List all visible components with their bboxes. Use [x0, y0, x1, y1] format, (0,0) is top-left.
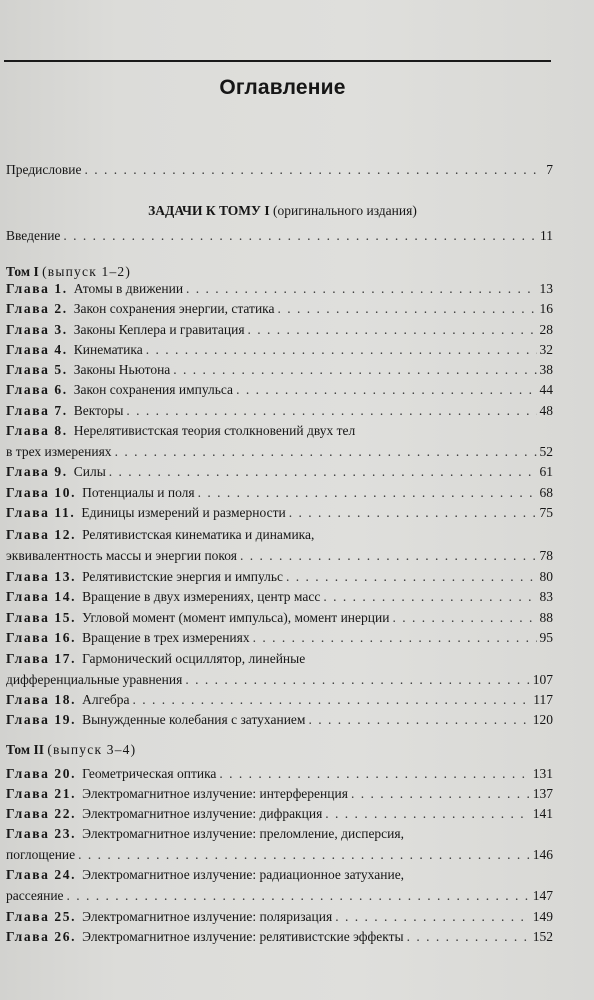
chapter-title: Кинематика: [73, 342, 143, 357]
chapter-title-continued: поглощение: [6, 847, 76, 862]
chapter-title: Вращение в трех измерениях: [82, 630, 250, 645]
dot-leader: [198, 485, 537, 501]
dot-leader: [133, 692, 531, 708]
entry-page: 107: [532, 672, 553, 687]
toc-entry: [6, 589, 553, 609]
entry-page: 147: [532, 888, 553, 903]
volume-heading-rest: (выпуск 1–2): [42, 264, 132, 279]
dot-leader: [109, 464, 537, 480]
entry-page: 149: [532, 909, 553, 924]
toc-entry: [6, 485, 553, 505]
dot-leader: [278, 301, 537, 317]
volume-heading-bold: Том I: [6, 264, 39, 279]
toc-entry: [6, 505, 553, 525]
chapter-label: Глава 16.: [6, 630, 77, 645]
entry-page: 52: [539, 444, 553, 459]
toc-entry: [6, 342, 553, 362]
chapter-title: Силы: [73, 464, 106, 479]
dot-leader: [248, 322, 537, 338]
chapter-label: Глава 18.: [6, 692, 77, 707]
dot-leader: [146, 342, 537, 358]
entry-page: 61: [539, 464, 553, 479]
entry-page: 32: [539, 342, 553, 357]
section-heading-bold: ЗАДАЧИ К ТОМУ I: [148, 203, 270, 218]
dot-leader: [253, 630, 537, 646]
chapter-title: Нерелятивистская теория столкновений двух тел: [73, 423, 356, 438]
chapter-title: Атомы в движении: [73, 281, 184, 296]
chapter-title: Угловой момент (момент импульса), момент инерции: [82, 610, 390, 625]
toc-entry-preface: [6, 162, 553, 182]
dot-leader: [78, 847, 530, 863]
entry-page: 120: [532, 712, 553, 727]
toc-entry-line1: [6, 826, 526, 846]
chapter-label: Глава 9.: [6, 464, 68, 479]
entry-page: 11: [540, 228, 553, 243]
entry-page: 83: [539, 589, 553, 604]
chapter-title: Потенциалы и поля: [82, 485, 195, 500]
section-heading: [0, 203, 565, 219]
toc-entry: [6, 403, 553, 423]
chapter-title: Вынужденные колебания с затуханием: [82, 712, 306, 727]
dot-leader: [185, 672, 529, 688]
chapter-title: Закон сохранения импульса: [73, 382, 234, 397]
dot-leader: [289, 505, 537, 521]
toc-entry-line1: [6, 867, 526, 887]
dot-leader: [67, 888, 530, 904]
toc-entry: [6, 888, 553, 908]
dot-leader: [186, 281, 536, 297]
chapter-label: Глава 22.: [6, 806, 77, 821]
chapter-label: Глава 5.: [6, 362, 68, 377]
dot-leader: [323, 589, 536, 605]
chapter-label: Глава 13.: [6, 569, 77, 584]
entry-page: 28: [539, 322, 553, 337]
chapter-title: Электромагнитное излучение: радиационное затухание,: [82, 867, 405, 882]
dot-leader: [240, 548, 537, 564]
dot-leader: [126, 403, 536, 419]
toc-entry: [6, 692, 553, 712]
toc-entry: [6, 301, 553, 321]
chapter-title: Релятивистские энергия и импульс: [82, 569, 284, 584]
chapter-title: Законы Кеплера и гравитация: [73, 322, 245, 337]
chapter-title: Электромагнитное излучение: преломление, дисперсия,: [82, 826, 404, 841]
dot-leader: [236, 382, 536, 398]
dot-leader: [173, 362, 536, 378]
chapter-title: Вращение в двух измерениях, центр масс: [82, 589, 321, 604]
dot-leader: [63, 228, 537, 244]
dot-leader: [335, 909, 530, 925]
entry-page: 38: [539, 362, 553, 377]
toc-entry: [6, 610, 553, 630]
page-title: Оглавление: [219, 76, 346, 99]
chapter-label: Глава 3.: [6, 322, 68, 337]
entry-title: Предисловие: [6, 162, 82, 177]
chapter-label: Глава 11.: [6, 505, 76, 520]
dot-leader: [115, 444, 537, 460]
dot-leader: [407, 929, 530, 945]
dot-leader: [286, 569, 536, 585]
toc-entry-intro: [6, 228, 553, 248]
chapter-label: Глава 7.: [6, 403, 68, 418]
section-heading-rest: (оригинального издания): [272, 203, 417, 218]
toc-entry: [6, 766, 553, 786]
toc-entry: [6, 281, 553, 301]
entry-page: 117: [533, 692, 553, 707]
volume-heading-rest: (выпуск 3–4): [47, 742, 137, 757]
chapter-label: Глава 19.: [6, 712, 77, 727]
toc-entry-line1: [6, 423, 526, 443]
entry-page: 48: [539, 403, 553, 418]
volume-heading-2: [6, 742, 136, 758]
chapter-label: Глава 8.: [6, 423, 68, 438]
toc-entry: [6, 569, 553, 589]
toc-entry: [6, 548, 553, 568]
chapter-title: Векторы: [73, 403, 124, 418]
entry-page: 146: [532, 847, 553, 862]
chapter-label: Глава 10.: [6, 485, 77, 500]
toc-entry: [6, 847, 553, 867]
chapter-label: Глава 1.: [6, 281, 68, 296]
chapter-title: Электромагнитное излучение: релятивистские эффекты: [82, 929, 404, 944]
chapter-title: Алгебра: [82, 692, 130, 707]
top-rule: [4, 60, 551, 62]
chapter-label: Глава 20.: [6, 766, 77, 781]
toc-entry: [6, 672, 553, 692]
dot-leader: [84, 162, 543, 178]
entry-page: 68: [539, 485, 553, 500]
toc-entry: [6, 929, 553, 949]
toc-entry: [6, 444, 553, 464]
toc-entry: [6, 909, 553, 929]
entry-page: 44: [539, 382, 553, 397]
chapter-title: Геометрическая оптика: [82, 766, 217, 781]
toc-entry: [6, 806, 553, 826]
chapter-label: Глава 12.: [6, 527, 77, 542]
dot-leader: [325, 806, 529, 822]
chapter-title: Законы Ньютона: [73, 362, 171, 377]
entry-page: 131: [532, 766, 553, 781]
chapter-label: Глава 6.: [6, 382, 68, 397]
chapter-title-continued: в трех измерениях: [6, 444, 112, 459]
chapter-label: Глава 23.: [6, 826, 77, 841]
entry-page: 13: [539, 281, 553, 296]
chapter-title: Единицы измерений и размерности: [81, 505, 286, 520]
volume-heading-1: [6, 264, 131, 280]
chapter-title: Электромагнитное излучение: дифракция: [82, 806, 323, 821]
entry-page: 80: [539, 569, 553, 584]
chapter-label: Глава 17.: [6, 651, 77, 666]
chapter-title: Закон сохранения энергии, статика: [73, 301, 275, 316]
entry-page: 152: [532, 929, 553, 944]
chapter-label: Глава 26.: [6, 929, 77, 944]
volume-heading-bold: Том II: [6, 742, 44, 757]
toc-entry-line1: [6, 527, 526, 547]
toc-entry: [6, 712, 553, 732]
dot-leader: [219, 766, 529, 782]
entry-page: 88: [539, 610, 553, 625]
entry-page: 137: [532, 786, 553, 801]
dot-leader: [351, 786, 530, 802]
chapter-title: Электромагнитное излучение: интерференция: [82, 786, 348, 801]
chapter-title-continued: дифференциальные уравнения: [6, 672, 183, 687]
chapter-label: Глава 4.: [6, 342, 68, 357]
chapter-label: Глава 14.: [6, 589, 77, 604]
entry-page: 95: [539, 630, 553, 645]
entry-title: Введение: [6, 228, 61, 243]
chapter-label: Глава 15.: [6, 610, 77, 625]
chapter-title-continued: эквивалентность массы и энергии покоя: [6, 548, 237, 563]
entry-page: 16: [539, 301, 553, 316]
toc-entry: [6, 630, 553, 650]
chapter-label: Глава 2.: [6, 301, 68, 316]
toc-entry: [6, 362, 553, 382]
chapter-title: Релятивистская кинематика и динамика,: [82, 527, 315, 542]
entry-page: 141: [532, 806, 553, 821]
toc-entry-line1: [6, 651, 526, 671]
toc-entry: [6, 382, 553, 402]
dot-leader: [308, 712, 529, 728]
entry-page: 78: [539, 548, 553, 563]
chapter-title: Гармонический осциллятор, линейные: [82, 651, 306, 666]
dot-leader: [392, 610, 536, 626]
chapter-label: Глава 21.: [6, 786, 77, 801]
entry-page: 75: [539, 505, 553, 520]
chapter-title-continued: рассеяние: [6, 888, 64, 903]
toc-entry: [6, 786, 553, 806]
chapter-label: Глава 25.: [6, 909, 77, 924]
entry-page: 7: [546, 162, 553, 177]
chapter-label: Глава 24.: [6, 867, 77, 882]
toc-entry: [6, 322, 553, 342]
toc-entry: [6, 464, 553, 484]
chapter-title: Электромагнитное излучение: поляризация: [82, 909, 333, 924]
